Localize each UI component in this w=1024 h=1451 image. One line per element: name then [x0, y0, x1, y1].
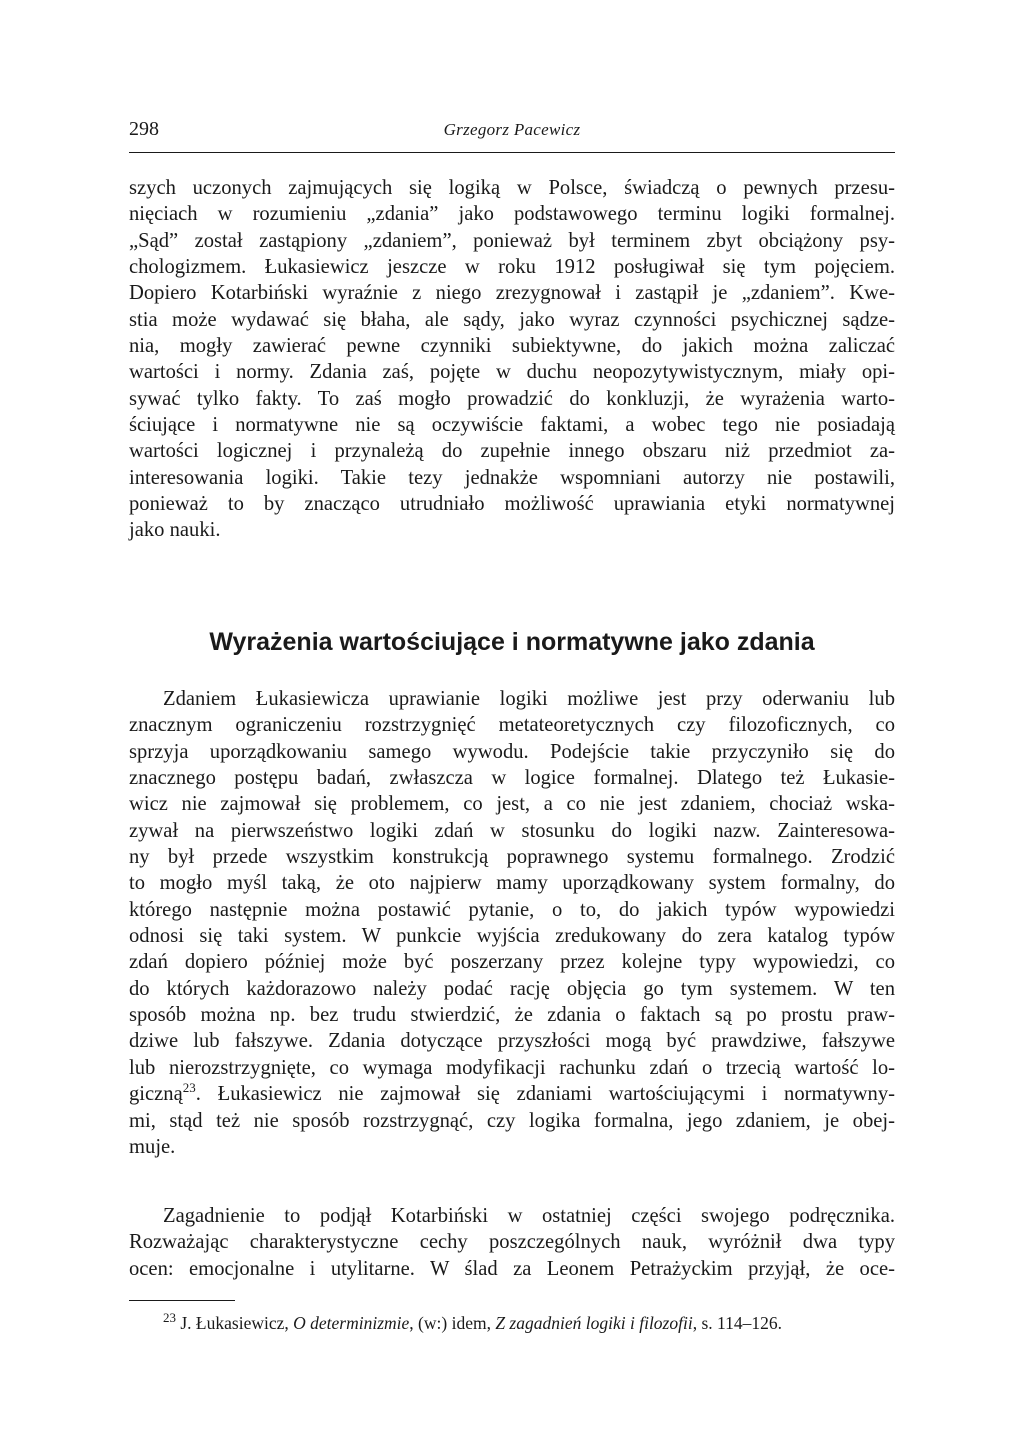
running-head-author: Grzegorz Pacewicz — [443, 120, 581, 139]
footnote-title: Z zagadnień logiki i filozofii — [495, 1313, 693, 1333]
footnote-separator — [129, 1300, 235, 1301]
page-number: 298 — [129, 118, 159, 140]
text-line: szych uczonych zajmujących się logiką w Polsce, świadczą o pewnych przesu- — [129, 177, 895, 199]
text-line: dziwe lub fałszywe. Zdania dotyczące przyszłości mogą być prawdziwe, fałszywe — [129, 1030, 895, 1053]
text-line: jako nauki. — [129, 519, 221, 542]
text-line-with-footnote-ref — [129, 1081, 895, 1107]
text-line: zdań dopiero później może być poszerzany przez kolejne typy wypowiedzi, co — [129, 951, 895, 974]
text-line: Dopiero Kotarbiński wyraźnie z niego zrezygnował i zastąpił je „zdaniem”. Kwe- — [129, 282, 895, 305]
paragraph-2 — [129, 686, 895, 1160]
text-line: interesowania logiki. Takie tezy jednakże wspomniani autorzy nie postawili, — [129, 466, 895, 489]
text-line: nięciach w rozumieniu „zdania” jako podstawowego terminu logiki formalnej. — [129, 203, 895, 226]
footnote-title: O determinizmie — [293, 1313, 410, 1333]
text-line: ponieważ to by znacząco utrudniało możliwość uprawiania etyki normatywnej — [129, 493, 895, 516]
text-line: zywał na pierwszeństwo logiki zdań w stosunku do logiki nazw. Zainteresowa- — [129, 819, 895, 842]
text-line: odnosi się taki system. W punkcie wyjścia zredukowany do zera katalog typów — [129, 925, 895, 948]
running-header — [129, 118, 895, 153]
text-line: muje. — [129, 1135, 176, 1158]
text-fragment: . Łukasiewicz nie zajmował się zdaniami wartościującymi i normatywny- — [195, 1083, 895, 1106]
text-line: do których każdorazowo należy podać rację objęcia go tym systemem. W ten — [129, 977, 895, 1000]
text-line: ny był przede wszystkim konstrukcją poprawnego systemu formalnego. Zrodzić — [129, 846, 895, 869]
text-line: „Sąd” został zastąpiony „zdaniem”, ponieważ był terminem zbyt obciążony psy- — [129, 229, 895, 252]
text-line: stia może wydawać się błaha, ale sądy, jako wyraz czynności psychicznej sądze- — [129, 308, 895, 331]
footnote-reference[interactable]: 23 — [182, 1080, 196, 1096]
section-heading: Wyrażenia wartościujące i normatywne jako zdania — [209, 628, 815, 656]
paragraph-1 — [129, 175, 895, 544]
text-line: znacznym ograniczeniu rozstrzygnięć metateoretycznych czy filozoficznych, co — [129, 714, 895, 737]
text-line: znacznego postępu badań, zwłaszcza w logice formalnej. Dlatego też Łukasie- — [129, 767, 895, 790]
text-line: sywać tylko fakty. To zaś mogło prowadzić do konkluzji, że wyrażenia warto- — [129, 387, 895, 410]
text-line: Zdaniem Łukasiewicza uprawianie logiki możliwe jest przy oderwaniu lub — [163, 688, 895, 710]
text-line: sprzyja uporządkowaniu samego wywodu. Podejście takie przyczyniło się do — [129, 740, 895, 763]
text-line: lub nierozstrzygnięte, co wymaga modyfikacji rachunku zdań o trzecią wartość lo- — [129, 1056, 895, 1079]
text-line: którego następnie można postawić pytanie, o to, do jakich typów wypowiedzi — [129, 898, 895, 921]
text-line: ściujące i normatywne nie są oczywiście faktami, a wobec tego nie posiadają — [129, 414, 895, 437]
paragraph-3 — [129, 1203, 895, 1282]
footnote-text: , s. 114–126. — [692, 1313, 782, 1333]
footnote-text: J. Łukasiewicz, — [176, 1313, 294, 1333]
text-line: Rozważając charakterystyczne cechy poszczególnych nauk, wyróżnił dwa typy — [129, 1231, 895, 1254]
text-line: wartości i normy. Zdania zaś, pojęte w duchu neopozytywistycznym, miały opi- — [129, 361, 895, 384]
text-line: Zagadnienie to podjął Kotarbiński w ostatniej części swojego podręcznika. — [163, 1205, 895, 1227]
text-line: mi, stąd też nie sposób rozstrzygnąć, czy logika formalna, jego zdaniem, je obej- — [129, 1109, 895, 1132]
footnote-number: 23 — [163, 1310, 176, 1326]
footnote-text: , (w:) idem, — [409, 1313, 496, 1333]
text-line: chologizmem. Łukasiewicz jeszcze w roku 1912 posługiwał się tym pojęciem. — [129, 256, 895, 279]
text-line: wicz nie zajmował się problemem, co jest, a co nie jest zdaniem, chociaż wska- — [129, 793, 895, 816]
text-line: sposób można np. bez trudu stwierdzić, że zdania o faktach są po prostu praw- — [129, 1004, 895, 1027]
text-fragment: giczną — [129, 1083, 183, 1106]
text-line: ocen: emocjonalne i utylitarne. W ślad za Leonem Petrażyckim przyjął, że oce- — [129, 1257, 895, 1280]
text-line: nia, mogły zawierać pewne czynniki subiektywne, do jakich można zaliczać — [129, 335, 895, 358]
text-line: wartości logicznej i przynależą do zupełnie innego obszaru niż przedmiot za- — [129, 440, 895, 463]
text-line: to mogło myśl taką, że oto najpierw mamy uporządkowany system formalny, do — [129, 872, 895, 895]
footnote — [163, 1310, 782, 1334]
